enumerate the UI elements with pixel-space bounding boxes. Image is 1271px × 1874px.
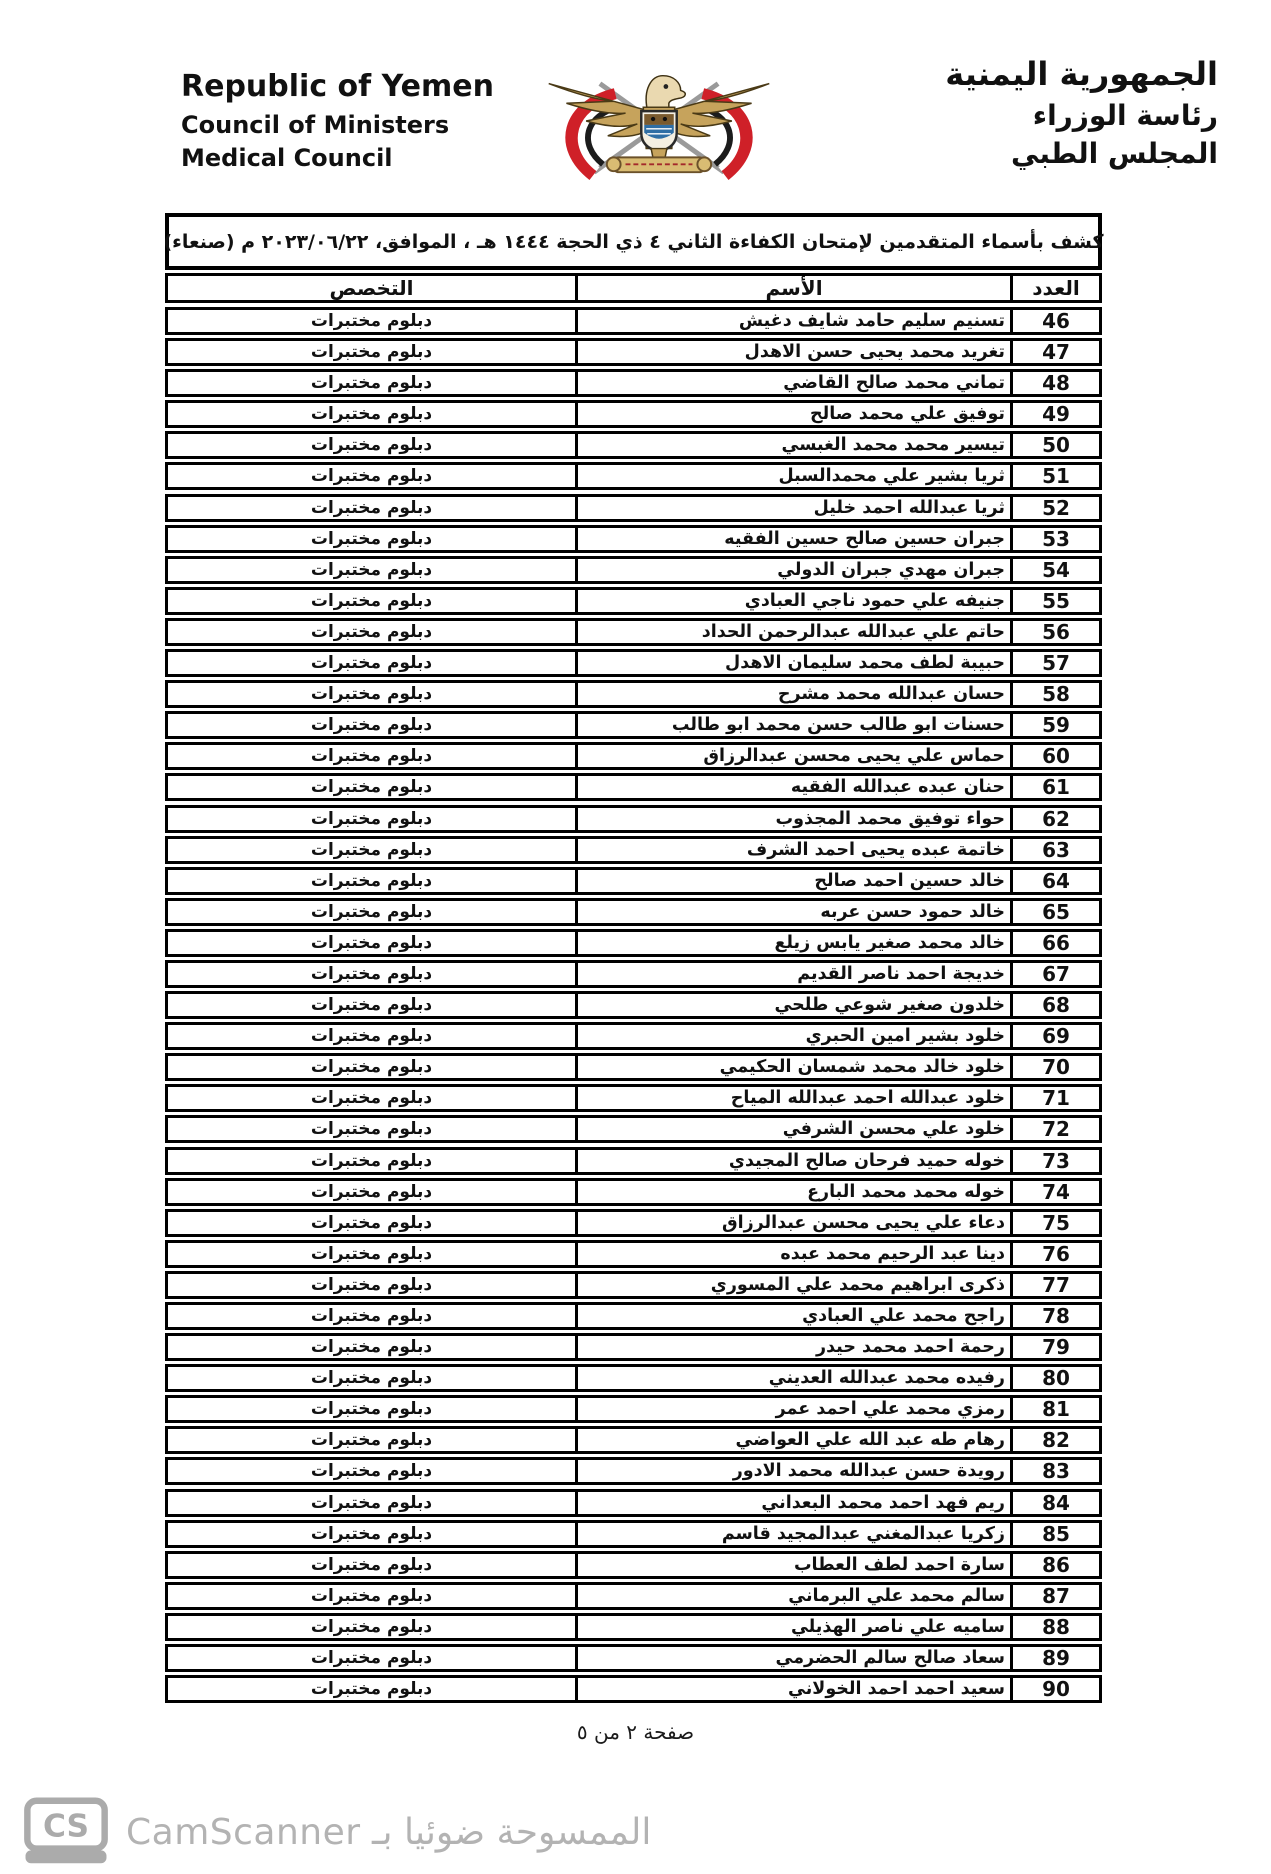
specialty-cell: دبلوم مختبرات xyxy=(310,1057,433,1078)
specialty-cell: دبلوم مختبرات xyxy=(310,466,433,487)
specialty-cell: دبلوم مختبرات xyxy=(310,497,433,518)
number-cell: 54 xyxy=(1042,558,1070,581)
name-cell: ثريا بشير علي محمدالسبل xyxy=(575,465,1013,487)
table-row xyxy=(165,1364,1102,1392)
svg-text:CS: CS xyxy=(42,1808,90,1845)
table-row xyxy=(165,898,1102,926)
table-rows xyxy=(165,307,1102,1703)
number-cell: 46 xyxy=(1042,310,1070,332)
yemen-emblem-icon xyxy=(528,56,790,184)
number-cell: 68 xyxy=(1042,994,1070,1017)
name-cell: رحمة احمد محمد حيدر xyxy=(575,1336,1013,1358)
table-row xyxy=(165,773,1102,801)
number-cell: 61 xyxy=(1042,776,1070,799)
name-cell: خاتمة عبده يحيى احمد الشرف xyxy=(575,839,1013,861)
name-cell: خلود خالد محمد شمسان الحكيمي xyxy=(575,1056,1013,1078)
number-cell: 51 xyxy=(1042,465,1070,488)
name-cell: خالد حمود حسن عربه xyxy=(575,901,1013,923)
number-cell: 49 xyxy=(1042,403,1070,426)
table-row xyxy=(165,960,1102,988)
table-row xyxy=(165,462,1102,490)
number-cell: 59 xyxy=(1042,714,1070,737)
table-row xyxy=(165,649,1102,677)
country-name-en: Republic of Yemen xyxy=(181,69,494,104)
name-cell: خوله محمد محمد البارع xyxy=(575,1181,1013,1203)
number-cell: 53 xyxy=(1042,527,1070,550)
specialty-cell: دبلوم مختبرات xyxy=(310,1337,433,1358)
camscanner-label: الممسوحة ضوئيا بـ CamScanner xyxy=(126,1811,652,1853)
table-row xyxy=(165,1178,1102,1206)
number-cell: 83 xyxy=(1042,1460,1070,1483)
specialty-cell: دبلوم مختبرات xyxy=(310,870,433,891)
specialty-cell: دبلوم مختبرات xyxy=(310,1306,433,1326)
table-row xyxy=(165,431,1102,459)
table-row xyxy=(165,1209,1102,1237)
table-row xyxy=(165,1271,1102,1299)
table-row xyxy=(165,1395,1102,1423)
specialty-cell: دبلوم مختبرات xyxy=(310,1368,433,1389)
number-cell: 50 xyxy=(1042,434,1070,457)
name-cell: جبران مهدي جبران الدولي xyxy=(575,559,1013,581)
number-cell: 71 xyxy=(1042,1087,1070,1110)
specialty-cell: دبلوم مختبرات xyxy=(310,1616,433,1637)
specialty-cell: دبلوم مختبرات xyxy=(310,653,433,674)
number-cell: 75 xyxy=(1042,1211,1070,1234)
number-cell: 90 xyxy=(1042,1678,1070,1701)
name-cell: زكريا عبدالمغني عبدالمجيد قاسم xyxy=(575,1523,1013,1545)
name-cell: سارة احمد لطف العطاب xyxy=(575,1554,1013,1576)
camscanner-watermark xyxy=(20,1796,651,1868)
table-row xyxy=(165,1520,1102,1548)
name-cell: خلود عبدالله احمد عبدالله المياح xyxy=(575,1087,1013,1109)
number-cell: 85 xyxy=(1042,1522,1070,1545)
column-header-name: الأسم xyxy=(575,276,1013,300)
number-cell: 66 xyxy=(1042,931,1070,954)
number-cell: 62 xyxy=(1042,807,1070,830)
specialty-cell: دبلوم مختبرات xyxy=(310,528,433,549)
specialty-cell: دبلوم مختبرات xyxy=(310,777,433,798)
table-row xyxy=(165,1240,1102,1268)
table-row xyxy=(165,1053,1102,1081)
specialty-cell: دبلوم مختبرات xyxy=(310,1679,433,1700)
table-row xyxy=(165,1644,1102,1672)
specialty-cell: دبلوم مختبرات xyxy=(310,1648,433,1669)
table-row xyxy=(165,587,1102,615)
table-row xyxy=(165,338,1102,366)
table-row xyxy=(165,556,1102,584)
table-row xyxy=(165,867,1102,895)
name-cell: خلود علي محسن الشرفي xyxy=(575,1118,1013,1140)
specialty-cell: دبلوم مختبرات xyxy=(310,342,433,363)
table-row xyxy=(165,1115,1102,1143)
name-cell: خلدون صغير شوعي طلحي xyxy=(575,994,1013,1016)
number-cell: 58 xyxy=(1042,683,1070,706)
table-row xyxy=(165,1147,1102,1175)
name-cell: تسنيم سليم حامد شايف دغيش xyxy=(575,310,1013,332)
specialty-cell: دبلوم مختبرات xyxy=(310,1554,433,1575)
table-row xyxy=(165,400,1102,428)
number-cell: 65 xyxy=(1042,900,1070,923)
country-name-ar: الجمهورية اليمنية xyxy=(945,55,1218,93)
specialty-cell: دبلوم مختبرات xyxy=(310,963,433,984)
number-cell: 56 xyxy=(1042,620,1070,643)
specialty-cell: دبلوم مختبرات xyxy=(310,1523,433,1544)
table-row xyxy=(165,805,1102,833)
name-cell: حماس علي يحيى محسن عبدالرزاق xyxy=(575,745,1013,767)
specialty-cell: دبلوم مختبرات xyxy=(310,808,433,829)
name-cell: دعاء علي يحيى محسن عبدالرزاق xyxy=(575,1212,1013,1234)
name-cell: حسان عبدالله محمد مشرح xyxy=(575,683,1013,705)
specialty-cell: دبلوم مختبرات xyxy=(310,404,433,425)
number-cell: 79 xyxy=(1042,1336,1070,1359)
column-header-specialty: التخصص xyxy=(329,276,414,300)
number-cell: 84 xyxy=(1042,1491,1070,1514)
specialty-cell: دبلوم مختبرات xyxy=(310,901,433,922)
specialty-cell: دبلوم مختبرات xyxy=(310,1399,433,1420)
name-cell: سعاد صالح سالم الحضرمي xyxy=(575,1647,1013,1669)
number-cell: 52 xyxy=(1042,496,1070,519)
number-cell: 70 xyxy=(1042,1056,1070,1079)
specialty-cell: دبلوم مختبرات xyxy=(310,715,433,736)
name-cell: تماني محمد صالح القاضي xyxy=(575,372,1013,394)
table-row xyxy=(165,1022,1102,1050)
number-cell: 77 xyxy=(1042,1273,1070,1296)
name-cell: حسنات ابو طالب حسن محمد ابو طالب xyxy=(575,714,1013,736)
table-row xyxy=(165,836,1102,864)
name-cell: حواء توفيق محمد المجذوب xyxy=(575,808,1013,830)
number-cell: 88 xyxy=(1042,1615,1070,1638)
number-cell: 89 xyxy=(1042,1647,1070,1670)
name-cell: ساميه علي ناصر الهذيلي xyxy=(575,1616,1013,1638)
table-row xyxy=(165,711,1102,739)
specialty-cell: دبلوم مختبرات xyxy=(310,1088,433,1109)
number-cell: 74 xyxy=(1042,1180,1070,1203)
name-cell: ثريا عبدالله احمد خليل xyxy=(575,497,1013,519)
table-row xyxy=(165,991,1102,1019)
specialty-cell: دبلوم مختبرات xyxy=(310,1585,433,1606)
name-cell: رمزي محمد علي احمد عمر xyxy=(575,1398,1013,1420)
name-cell: ريم فهد احمد محمد البعداني xyxy=(575,1492,1013,1514)
specialty-cell: دبلوم مختبرات xyxy=(310,1243,433,1264)
table-row xyxy=(165,1457,1102,1485)
name-cell: تغريد محمد يحيى حسن الاهدل xyxy=(575,341,1013,363)
specialty-cell: دبلوم مختبرات xyxy=(310,559,433,580)
table-row xyxy=(165,742,1102,770)
table-row xyxy=(165,929,1102,957)
name-cell: سعيد احمد احمد الخولاني xyxy=(575,1678,1013,1700)
name-cell: رهام طه عبد الله علي العواضي xyxy=(575,1429,1013,1451)
specialty-cell: دبلوم مختبرات xyxy=(310,311,433,331)
specialty-cell: دبلوم مختبرات xyxy=(310,1461,433,1482)
name-cell: توفيق علي محمد صالح xyxy=(575,403,1013,425)
number-cell: 63 xyxy=(1042,838,1070,861)
name-cell: سالم محمد علي البرماني xyxy=(575,1585,1013,1607)
name-cell: خلود بشير امين الحبري xyxy=(575,1025,1013,1047)
name-cell: خالد حسين احمد صالح xyxy=(575,870,1013,892)
table-row xyxy=(165,1551,1102,1579)
letterhead-arabic xyxy=(945,55,1218,178)
specialty-cell: دبلوم مختبرات xyxy=(310,590,433,611)
number-cell: 69 xyxy=(1042,1025,1070,1048)
specialty-cell: دبلوم مختبرات xyxy=(310,1274,433,1295)
name-cell: حنان عبده عبدالله الفقيه xyxy=(575,776,1013,798)
specialty-cell: دبلوم مختبرات xyxy=(310,1181,433,1202)
table-row xyxy=(165,1675,1102,1703)
specialty-cell: دبلوم مختبرات xyxy=(310,1212,433,1233)
medical-council-en: Medical Council xyxy=(181,144,393,172)
specialty-cell: دبلوم مختبرات xyxy=(310,932,433,953)
number-cell: 76 xyxy=(1042,1242,1070,1265)
applicants-table xyxy=(165,273,1102,1706)
medical-council-ar: المجلس الطبي xyxy=(1011,137,1218,170)
name-cell: خوله حميد فرحان صالح المجيدي xyxy=(575,1150,1013,1172)
number-cell: 82 xyxy=(1042,1429,1070,1452)
number-cell: 80 xyxy=(1042,1367,1070,1390)
number-cell: 67 xyxy=(1042,962,1070,985)
name-cell: خالد محمد صغير يابس زيلع xyxy=(575,932,1013,954)
name-cell: تيسير محمد محمد الغبسي xyxy=(575,434,1013,456)
specialty-cell: دبلوم مختبرات xyxy=(310,995,433,1016)
number-cell: 72 xyxy=(1042,1118,1070,1141)
name-cell: خديجة احمد ناصر القديم xyxy=(575,963,1013,985)
name-cell: ذكرى ابراهيم محمد علي المسوري xyxy=(575,1274,1013,1296)
name-cell: دينا عبد الرحيم محمد عبده xyxy=(575,1243,1013,1265)
number-cell: 81 xyxy=(1042,1398,1070,1421)
name-cell: راجح محمد علي العبادي xyxy=(575,1305,1013,1327)
council-of-ministers-ar: رئاسة الوزراء xyxy=(1032,99,1218,132)
number-cell: 86 xyxy=(1042,1553,1070,1576)
number-cell: 60 xyxy=(1042,745,1070,768)
number-cell: 55 xyxy=(1042,589,1070,612)
table-row xyxy=(165,1613,1102,1641)
specialty-cell: دبلوم مختبرات xyxy=(310,1150,433,1171)
number-cell: 47 xyxy=(1042,341,1070,364)
name-cell: جبران حسين صالح حسين الفقيه xyxy=(575,528,1013,550)
table-row xyxy=(165,494,1102,522)
table-row xyxy=(165,1084,1102,1112)
name-cell: رويدة حسن عبدالله محمد الادور xyxy=(575,1460,1013,1482)
specialty-cell: دبلوم مختبرات xyxy=(310,1430,433,1451)
specialty-cell: دبلوم مختبرات xyxy=(310,621,433,642)
table-row xyxy=(165,1302,1102,1330)
table-row xyxy=(165,369,1102,397)
specialty-cell: دبلوم مختبرات xyxy=(310,1026,433,1047)
table-row xyxy=(165,525,1102,553)
number-cell: 48 xyxy=(1042,372,1070,395)
table-row xyxy=(165,1333,1102,1361)
table-row xyxy=(165,1582,1102,1610)
table-row xyxy=(165,680,1102,708)
letterhead-english xyxy=(181,69,494,179)
name-cell: حبيبة لطف محمد سليمان الاهدل xyxy=(575,652,1013,674)
specialty-cell: دبلوم مختبرات xyxy=(310,684,433,705)
specialty-cell: دبلوم مختبرات xyxy=(310,1119,433,1140)
council-of-ministers-en: Council of Ministers xyxy=(181,111,450,139)
table-row xyxy=(165,1489,1102,1517)
column-header-number: العدد xyxy=(1032,276,1080,300)
number-cell: 64 xyxy=(1042,869,1070,892)
table-header-row xyxy=(165,273,1102,303)
number-cell: 78 xyxy=(1042,1305,1070,1327)
specialty-cell: دبلوم مختبرات xyxy=(310,1492,433,1513)
page-number: صفحة ٢ من ٥ xyxy=(576,1720,695,1744)
number-cell: 87 xyxy=(1042,1584,1070,1607)
number-cell: 57 xyxy=(1042,652,1070,675)
table-row xyxy=(165,1426,1102,1454)
exam-title: كشف بأسماء المتقدمين لإمتحان الكفاءة الثاني ٤ ذي الحجة ١٤٤٤ هـ ، الموافق، ٢٠٢٣/٠٦/٢٢ م (صنعاء) xyxy=(165,213,1102,270)
table-row xyxy=(165,307,1102,335)
table-row xyxy=(165,618,1102,646)
specialty-cell: دبلوم مختبرات xyxy=(310,373,433,394)
number-cell: 73 xyxy=(1042,1149,1070,1172)
name-cell: حاتم علي عبدالله عبدالرحمن الحداد xyxy=(575,621,1013,643)
name-cell: رفيده محمد عبدالله العديني xyxy=(575,1367,1013,1389)
name-cell: جنيفه علي حمود ناجي العبادي xyxy=(575,590,1013,612)
specialty-cell: دبلوم مختبرات xyxy=(310,746,433,767)
specialty-cell: دبلوم مختبرات xyxy=(310,435,433,456)
specialty-cell: دبلوم مختبرات xyxy=(310,839,433,860)
camscanner-logo-icon xyxy=(20,1797,112,1867)
